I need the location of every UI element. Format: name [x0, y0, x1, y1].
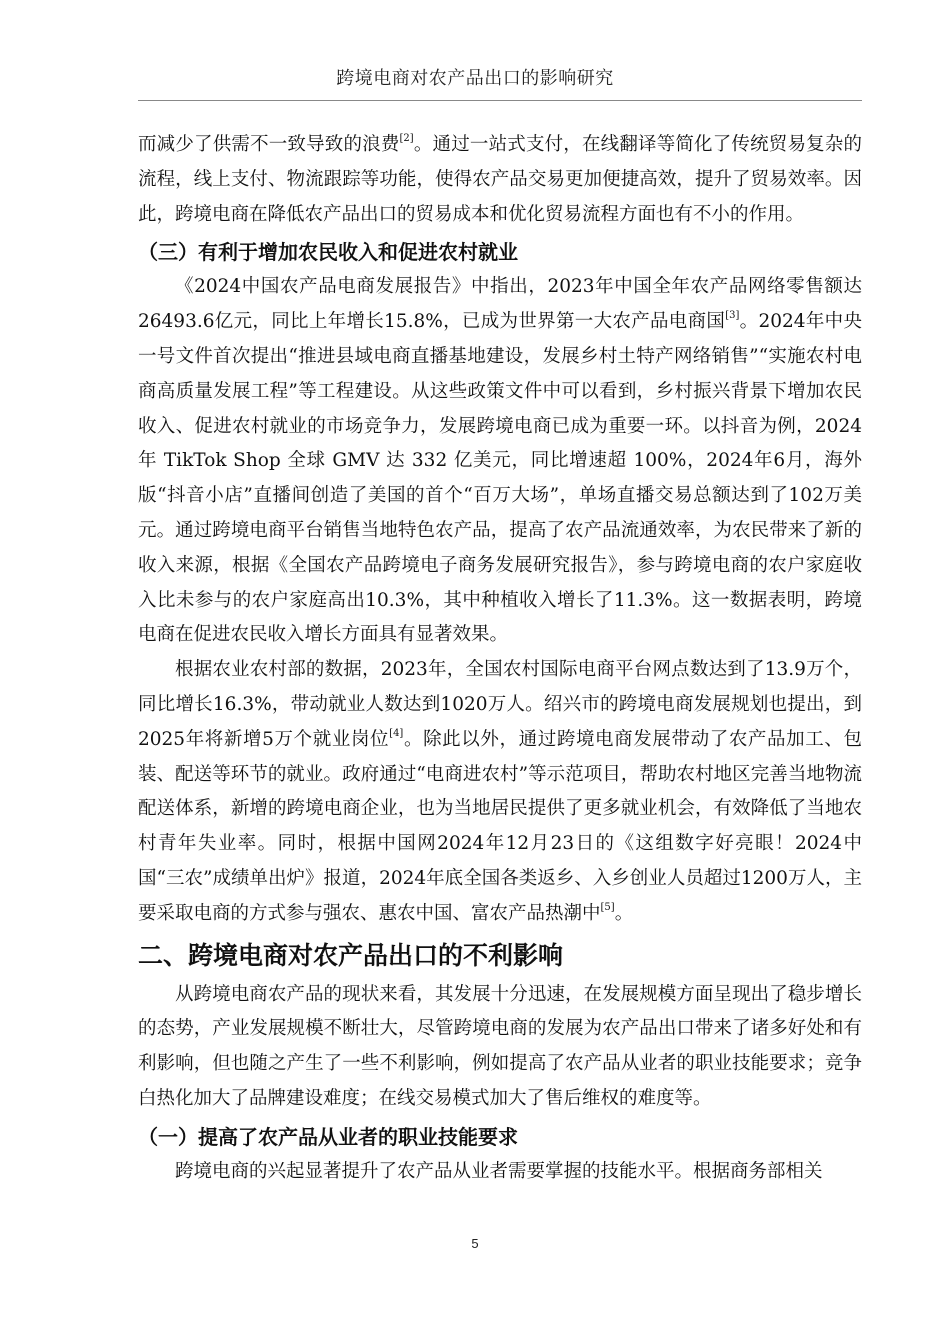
paragraph	[138, 653, 862, 931]
paragraph: 跨境电商的兴起显著提升了农产品从业者需要掌握的技能水平。根据商务部相关	[175, 1160, 823, 1182]
paragraph-text: 。2024年中央一号文件首次提出“推进县域电商直播基地建设，发展乡村土特产网络销售”“实施农村电商高质量发展工程”等工程建设。从这些政策文件中可以看到，乡村振兴背景下增加农民收入、促进农村就业的市场竞争力，发展跨境电商已成为重要一环。以抖音为例，2024年 TikTok Shop 全球 GMV 达 332 亿美元，同比增速超 100%，2024年6月，海外版“抖音小店”直播间创造了美国的首个“百万大场”，单场直播交易总额达到了102万美元。通过跨境电商平台销售当地特色农产品，提高了农产品流通效率，为农民带来了新的收入来源，根据《全国农产品跨境电子商务发展研究报告》，参与跨境电商的农户家庭收入比未参与的农户家庭高出10.3%，其中种植收入增长了11.3%。这一数据表明，跨境电商在促进农民收入增长方面具有显著效果。	[138, 311, 862, 646]
header-divider	[138, 100, 862, 101]
paragraph-text: 根据农业农村部的数据，2023年，全国农村国际电商平台网点数达到了13.9万个，同比增长16.3%，带动就业人数达到1020万人。绍兴市的跨境电商发展规划也提出，到2025年将新增5万个就业岗位	[138, 659, 862, 750]
paragraph	[138, 128, 862, 232]
paragraph-text: 。通过一站式支付，在线翻译等简化了传统贸易复杂的流程，线上支付、物流跟踪等功能，使得农产品交易更加便捷高效，提升了贸易效率。因此，跨境电商在降低农产品出口的贸易成本和优化贸易流程方面也有不小的作用。	[138, 134, 862, 225]
citation: [2]	[399, 133, 414, 144]
page-number: 5	[471, 1236, 479, 1251]
paragraph-text: 而减少了供需不一致导致的浪费	[138, 134, 400, 155]
paragraph	[138, 270, 862, 653]
running-header: 跨境电商对农产品出口的影响研究	[336, 68, 614, 89]
page-body	[138, 128, 862, 1190]
paragraph-text: 。	[614, 902, 634, 924]
paragraph-text: 《2024中国农产品电商发展报告》中指出，2023年中国全年农产品网络零售额达26493.6亿元，同比上年增长15.8%，已成为世界第一大农产品电商国	[138, 276, 862, 333]
citation: [3]	[725, 310, 740, 322]
citation: [4]	[389, 727, 404, 739]
citation: [5]	[600, 901, 615, 913]
paragraph: 从跨境电商农产品的现状来看，其发展十分迅速，在发展规模方面呈现出了稳步增长的态势，产业发展规模不断壮大，尽管跨境电商的发展为农产品出口带来了诸多好处和有利影响，但也随之产生了一些不利影响，例如提高了农产品从业者的职业技能要求；竞争白热化加大了品牌建设难度；在线交易模式加大了售后维权的难度等。	[138, 983, 862, 1109]
section-heading: （三）有利于增加农民收入和促进农村就业	[138, 240, 518, 265]
paragraph-text: 。除此以外，通过跨境电商发展带动了农产品加工、包装、配送等环节的就业。政府通过“电商进农村”等示范项目，帮助农村地区完善当地物流配送体系，新增的跨境电商企业，也为当地居民提供了更多就业机会，有效降低了当地农村青年失业率。同时，根据中国网2024年12月23日的《这组数字好亮眼！2024中国“三农”成绩单出炉》报道，2024年底全国各类返乡、入乡创业人员超过1200万人，主要采取电商的方式参与强农、惠农中国、富农产品热潮中	[138, 728, 862, 924]
section-heading: （一）提高了农产品从业者的职业技能要求	[138, 1124, 518, 1149]
chapter-heading: 二、跨境电商对农产品出口的不利影响	[138, 940, 564, 970]
